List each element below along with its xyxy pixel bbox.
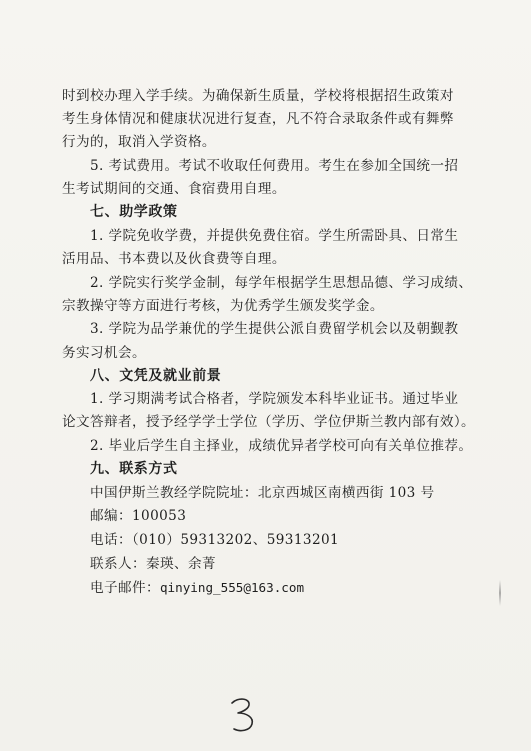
body-line: 时到校办理入学手续。为确保新生质量，学校将根据招生政策对 <box>62 88 454 104</box>
body-line: 考生身体情况和健康状况进行复查，凡不符合录取条件或有舞弊 <box>62 111 454 127</box>
exam-fee-line: 5. 考试费用。考试不收取任何费用。考生在参加全国统一招 <box>90 158 459 174</box>
contact-postcode: 邮编：100053 <box>90 508 187 524</box>
diploma-item-1: 1. 学习期满考试合格者，学院颁发本科毕业证书。通过毕业 <box>90 391 459 407</box>
email-label: 电子邮件： <box>90 580 160 596</box>
contact-email <box>90 579 304 597</box>
section-heading-diploma: 八、文凭及就业前景 <box>90 368 222 384</box>
body-line: 宗教操守等方面进行考核，为优秀学生颁发奖学金。 <box>62 298 384 314</box>
email-address: qinying_555@163.com <box>159 580 305 595</box>
contact-phone: 电话：（010）59313202、59313201 <box>90 532 340 548</box>
diploma-item-2: 2. 毕业后学生自主择业，成绩优异者学校可向有关单位推荐。 <box>90 438 473 454</box>
contact-person: 联系人：秦瑛、余菁 <box>90 556 216 572</box>
body-line: 活用品、书本费以及伙食费等自理。 <box>62 251 286 267</box>
aid-item-3: 3. 学院为品学兼优的学生提供公派自费留学机会以及朝觐教 <box>90 321 459 337</box>
section-heading-financial-aid: 七、助学政策 <box>90 204 178 220</box>
body-line: 务实习机会。 <box>62 345 146 361</box>
body-line: 论文答辩者，授予经学学士学位（学历、学位伊斯兰教内部有效）。 <box>62 414 476 430</box>
body-line: 行为的，取消入学资格。 <box>62 134 216 150</box>
aid-item-1: 1. 学院免收学费，并提供免费住宿。学生所需卧具、日常生 <box>90 228 459 244</box>
body-line: 生考试期间的交通、食宿费用自理。 <box>62 181 286 197</box>
scan-mark <box>499 580 501 606</box>
handwritten-page-number <box>226 695 260 735</box>
contact-address: 中国伊斯兰教经学院院址：北京西城区南横西街 103 号 <box>90 485 435 501</box>
section-heading-contact: 九、联系方式 <box>90 461 178 477</box>
aid-item-2: 2. 学院实行奖学金制，每学年根据学生思想品德、学习成绩、 <box>90 275 473 291</box>
